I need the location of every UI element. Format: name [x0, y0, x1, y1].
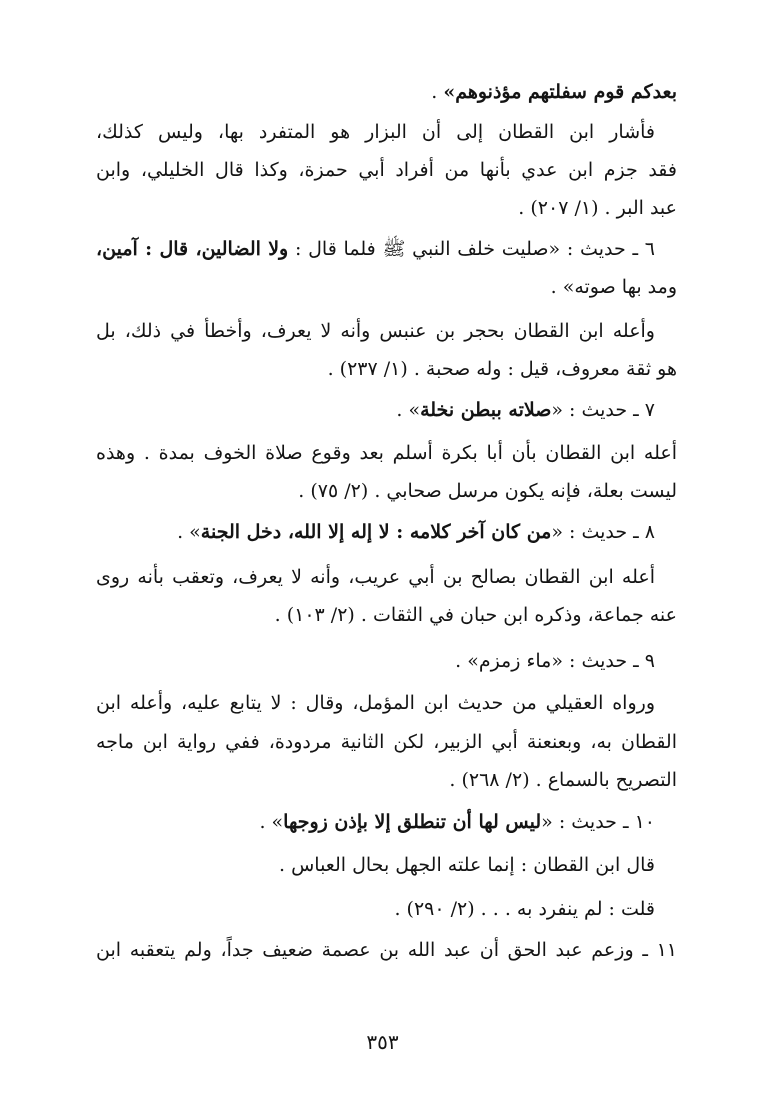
text-line: التصريح بالسماع . (٢/ ٢٦٨) . [449, 769, 677, 791]
text-line: قال ابن القطان : إنما علته الجهل بحال العباس . [279, 854, 655, 876]
text-line: فقد جزم ابن عدي بأنها من أفراد أبي حمزة، وكذا قال الخليلي، وابن [96, 159, 677, 181]
text-line: عنه جماعة، وذكره ابن حبان في الثقات . (٢/ ١٠٣) . [274, 604, 677, 626]
hadith-heading: ٨ ـ حديث : «من كان آخر كلامه : لا إله إلا الله، دخل الجنة» . [177, 521, 655, 543]
text-line: ١١ ـ وزعم عبد الحق أن عبد الله بن عصمة ضعيف جداً، ولم يتعقبه ابن [96, 939, 677, 961]
text-line: عبد البر . (١/ ٢٠٧) . [518, 197, 677, 219]
hadith-heading: ١٠ ـ حديث : «ليس لها أن تنطلق إلا بإذن زوجها» . [259, 811, 655, 833]
text-line: القطان به، وبعنعنة أبي الزبير، لكن الثانية مردودة، ففي رواية ابن ماجه [96, 731, 677, 753]
hadith-heading: ٩ ـ حديث : «ماء زمزم» . [455, 650, 655, 672]
text-line: هو ثقة معروف، قيل : وله صحبة . (١/ ٢٣٧) . [327, 358, 677, 380]
text-line: أعله ابن القطان بصالح بن أبي عريب، وأنه لا يعرف، وتعقب بأنه روى [96, 566, 655, 588]
text-line: ومد بها صوته» . [550, 276, 677, 298]
hadith-heading: ٧ ـ حديث : «صلاته ببطن نخلة» . [396, 399, 655, 421]
text-line: ورواه العقيلي من حديث ابن المؤمل، وقال : لا يتابع عليه، وأعله ابن [96, 692, 655, 714]
text-line: ليست بعلة، فإنه يكون مرسل صحابي . (٢/ ٧٥) . [298, 480, 677, 502]
text-line: بعدكم قوم سفلتهم مؤذنوهم» . [431, 81, 677, 103]
text-line: فأشار ابن القطان إلى أن البزار هو المتفرد بها، وليس كذلك، [96, 121, 655, 143]
text-line: أعله ابن القطان بأن أبا بكرة أسلم بعد وقوع صلاة الخوف بمدة . وهذه [96, 442, 677, 464]
page-number: ٣٥٣ [366, 1030, 399, 1054]
text-line: وأعله ابن القطان بحجر بن عنبس وأنه لا يعرف، وأخطأ في ذلك، بل [96, 320, 655, 342]
hadith-heading: ٦ ـ حديث : «صليت خلف النبي ﷺ فلما قال : ولا الضالين، قال : آمين، [96, 238, 655, 260]
text-line: قلت : لم ينفرد به . . . (٢/ ٢٩٠) . [394, 898, 655, 920]
